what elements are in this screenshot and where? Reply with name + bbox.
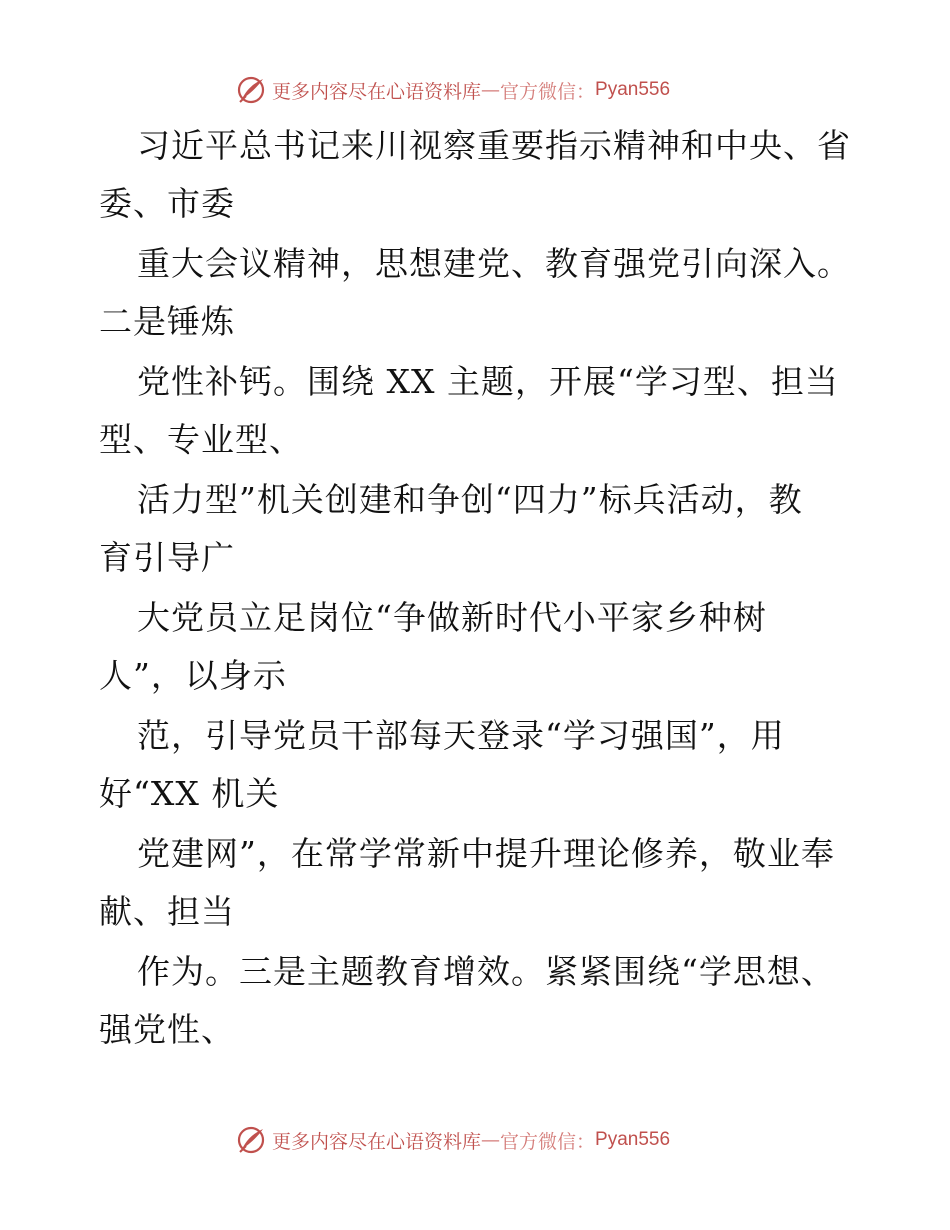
- body-line: 型、专业型、: [99, 420, 303, 459]
- body-line: 党建网”，在常学常新中提升理论修养，敬业奉: [137, 834, 835, 873]
- footer-watermark: [236, 1124, 670, 1156]
- body-line: 大党员立足岗位“争做新时代小平家乡种树: [137, 598, 767, 637]
- quill-logo-icon: [236, 1125, 266, 1155]
- watermark-title: 更多内容尽在心语资料库: [272, 1130, 482, 1153]
- watermark-dash: —: [481, 1129, 501, 1151]
- watermark-dash: —: [481, 79, 501, 101]
- watermark-wechat-label: 官方微信：: [500, 80, 596, 103]
- body-line: 委、市委: [99, 184, 235, 223]
- watermark-wechat-id: Pyan556: [595, 1129, 671, 1150]
- watermark-title: 更多内容尽在心语资料库: [272, 80, 482, 103]
- body-line: 二是锤炼: [99, 302, 235, 341]
- body-line: 人”，以身示: [99, 656, 287, 695]
- watermark-wechat-id: Pyan556: [595, 79, 671, 100]
- body-line: 活力型”机关创建和争创“四力”标兵活动，教: [137, 480, 803, 519]
- body-line: 习近平总书记来川视察重要指示精神和中央、省: [137, 126, 851, 165]
- watermark-wechat-label: 官方微信：: [500, 1130, 596, 1153]
- body-line: 党性补钙。围绕 XX 主题，开展“学习型、担当: [137, 362, 839, 401]
- body-line: 重大会议精神，思想建党、教育强党引向深入。: [137, 244, 851, 283]
- body-line: 强党性、: [99, 1010, 235, 1049]
- body-line: 范，引导党员干部每天登录“学习强国”，用: [137, 716, 785, 755]
- body-line: 好“XX 机关: [99, 774, 280, 813]
- body-line: 献、担当: [99, 892, 235, 931]
- body-line: 育引导广: [99, 538, 235, 577]
- body-line: 作为。三是主题教育增效。紧紧围绕“学思想、: [137, 952, 835, 991]
